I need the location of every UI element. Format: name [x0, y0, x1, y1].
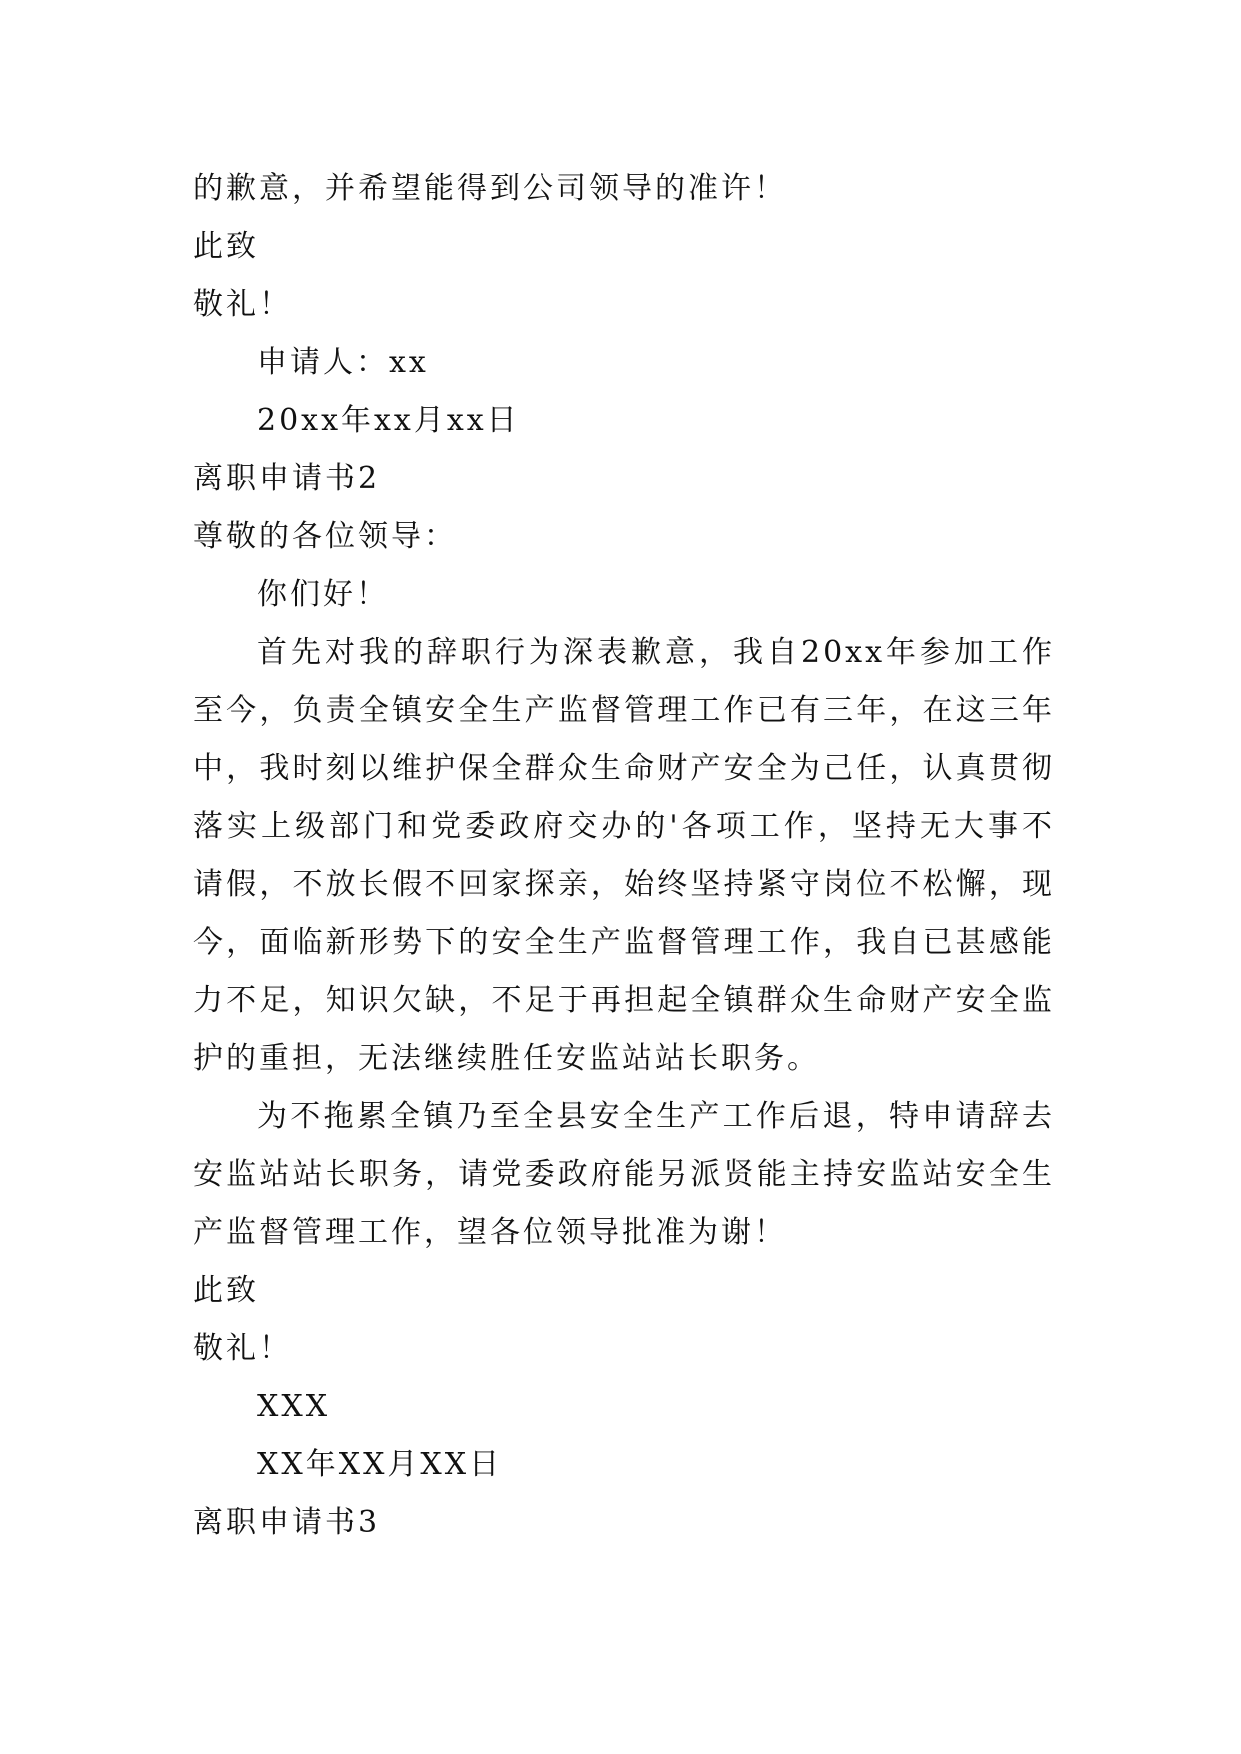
closing-line-2: 此致 — [193, 1273, 259, 1308]
section-heading-3: 离职申请书3 — [193, 1505, 381, 1540]
applicant-line: 申请人：xx — [257, 345, 429, 380]
salute-line-1: 敬礼！ — [193, 287, 292, 322]
body-paragraph-2-1: 首先对我的辞职行为深表歉意，我自20xx年参加工作至今，负责全镇安全生产监督管理工作已有三年，在这三年中，我时刻以维护保全群众生命财产安全为己任，认真贯彻落实上级部门和党委政府交办的'各项工作，坚持无大事不请假，不放长假不回家探亲，始终坚持紧守岗位不松懈，现今，面临新形势下的安全生产监督管理工作，我自已甚感能力不足，知识欠缺，不足于再担起全镇群众生命财产安全监护的重担，无法继续胜任安监站站长职务。 — [193, 635, 1055, 1076]
closing-line-1: 此致 — [193, 229, 259, 264]
hello-line-2: 你们好！ — [257, 577, 389, 612]
signer-line-2: XXX — [257, 1389, 331, 1424]
date-line-2: XX年XX月XX日 — [257, 1447, 503, 1482]
date-line-1: 20xx年xx月xx日 — [257, 403, 520, 438]
greeting-line-2: 尊敬的各位领导： — [193, 519, 457, 554]
document-body — [193, 160, 1055, 1552]
section-heading-2: 离职申请书2 — [193, 461, 381, 496]
body-paragraph-2-2: 为不拖累全镇乃至全县安全生产工作后退，特申请辞去安监站站长职务，请党委政府能另派贤能主持安监站安全生产监督管理工作，望各位领导批准为谢！ — [193, 1099, 1055, 1250]
salute-line-2: 敬礼！ — [193, 1331, 292, 1366]
intro-tail-line: 的歉意，并希望能得到公司领导的准许！ — [193, 171, 787, 206]
